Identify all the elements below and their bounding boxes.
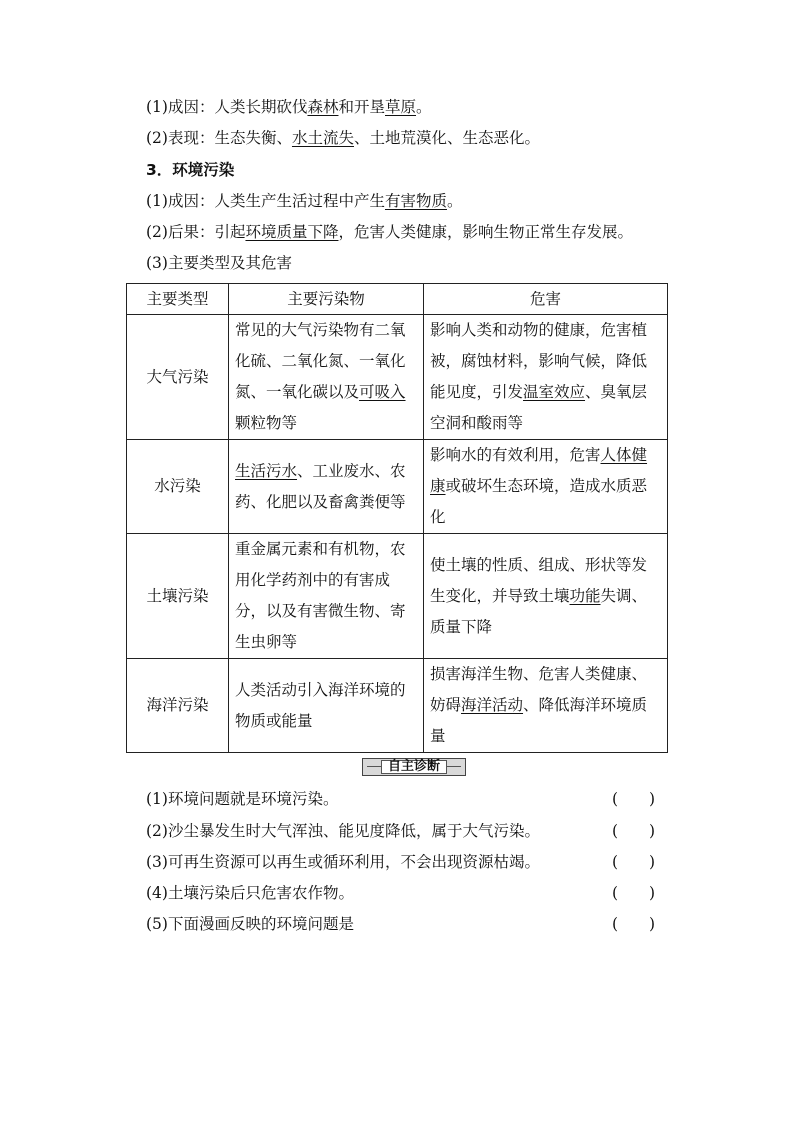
pollutants-cell: 重金属元素和有机物，农用化学药剂中的有害成分，以及有害微生物、寄生虫卵等 bbox=[229, 534, 424, 659]
harm-cell: 影响人类和动物的健康，危害植被，腐蚀材料，影响气候，降低能见度，引发温室效应、臭氧层空洞和酸雨等 bbox=[424, 315, 668, 440]
pollutants-cell: 常见的大气污染物有二氧化硫、二氧化氮、一氧化氮、一氧化碳以及可吸入颗粒物等 bbox=[229, 315, 424, 440]
type-cell: 大气污染 bbox=[127, 315, 229, 440]
types-heading: (3)主要类型及其危害 bbox=[146, 254, 292, 272]
answer-blank[interactable]: ( ) bbox=[612, 884, 656, 902]
pollution-result-line: (2)后果：引起环境质量下降，危害人类健康，影响生物正常生存发展。 bbox=[146, 223, 633, 241]
pollutants-cell: 人类活动引入海洋环境的物质或能量 bbox=[229, 659, 424, 753]
table-row bbox=[127, 315, 668, 440]
table-row bbox=[127, 440, 668, 534]
answer-blank[interactable]: ( ) bbox=[612, 790, 656, 808]
question-item: (2)沙尘暴发生时大气浑浊、能见度降低，属于大气污染。 bbox=[146, 822, 540, 840]
harm-cell: 影响水的有效利用，危害人体健康或破坏生态环境，造成水质恶化 bbox=[424, 440, 668, 534]
answer-forest: 森林 bbox=[307, 98, 339, 116]
header-type: 主要类型 bbox=[127, 284, 229, 315]
question-item: (4)土壤污染后只危害农作物。 bbox=[146, 884, 354, 902]
effect-line: (2)表现：生态失衡、水土流失、土地荒漠化、生态恶化。 bbox=[146, 129, 540, 147]
answer-blank[interactable]: ( ) bbox=[612, 822, 656, 840]
type-cell: 海洋污染 bbox=[127, 659, 229, 753]
table-row bbox=[127, 659, 668, 753]
question-item: (1)环境问题就是环境污染。 bbox=[146, 790, 339, 808]
header-harm: 危害 bbox=[424, 284, 668, 315]
harm-cell: 使土壤的性质、组成、形状等发生变化，并导致土壤功能失调、质量下降 bbox=[424, 534, 668, 659]
self-check-badge bbox=[362, 758, 466, 776]
pollution-cause-line: (1)成因：人类生产生活过程中产生有害物质。 bbox=[146, 192, 463, 210]
cause-line: (1)成因：人类长期砍伐森林和开垦草原。 bbox=[146, 98, 432, 116]
section-heading: 3．环境污染 bbox=[146, 161, 235, 179]
answer-soil-erosion: 水土流失 bbox=[291, 129, 354, 147]
answer-grassland: 草原 bbox=[385, 98, 417, 116]
answer-harmful-substances: 有害物质 bbox=[384, 192, 447, 210]
answer-environment-quality: 环境质量下降 bbox=[245, 223, 339, 241]
answer-blank[interactable]: ( ) bbox=[612, 915, 656, 933]
pollutants-cell: 生活污水、工业废水、农药、化肥以及畜禽粪便等 bbox=[229, 440, 424, 534]
self-check-title: 自主诊断 bbox=[381, 760, 447, 774]
header-pollutants: 主要污染物 bbox=[229, 284, 424, 315]
question-item: (3)可再生资源可以再生或循环利用，不会出现资源枯竭。 bbox=[146, 853, 540, 871]
question-item: (5)下面漫画反映的环境问题是 bbox=[146, 915, 354, 933]
table-row bbox=[127, 534, 668, 659]
table-header-row bbox=[127, 284, 668, 315]
type-cell: 土壤污染 bbox=[127, 534, 229, 659]
answer-blank[interactable]: ( ) bbox=[612, 853, 656, 871]
harm-cell: 损害海洋生物、危害人类健康、妨碍海洋活动、降低海洋环境质量 bbox=[424, 659, 668, 753]
type-cell: 水污染 bbox=[127, 440, 229, 534]
pollution-table bbox=[126, 283, 668, 753]
